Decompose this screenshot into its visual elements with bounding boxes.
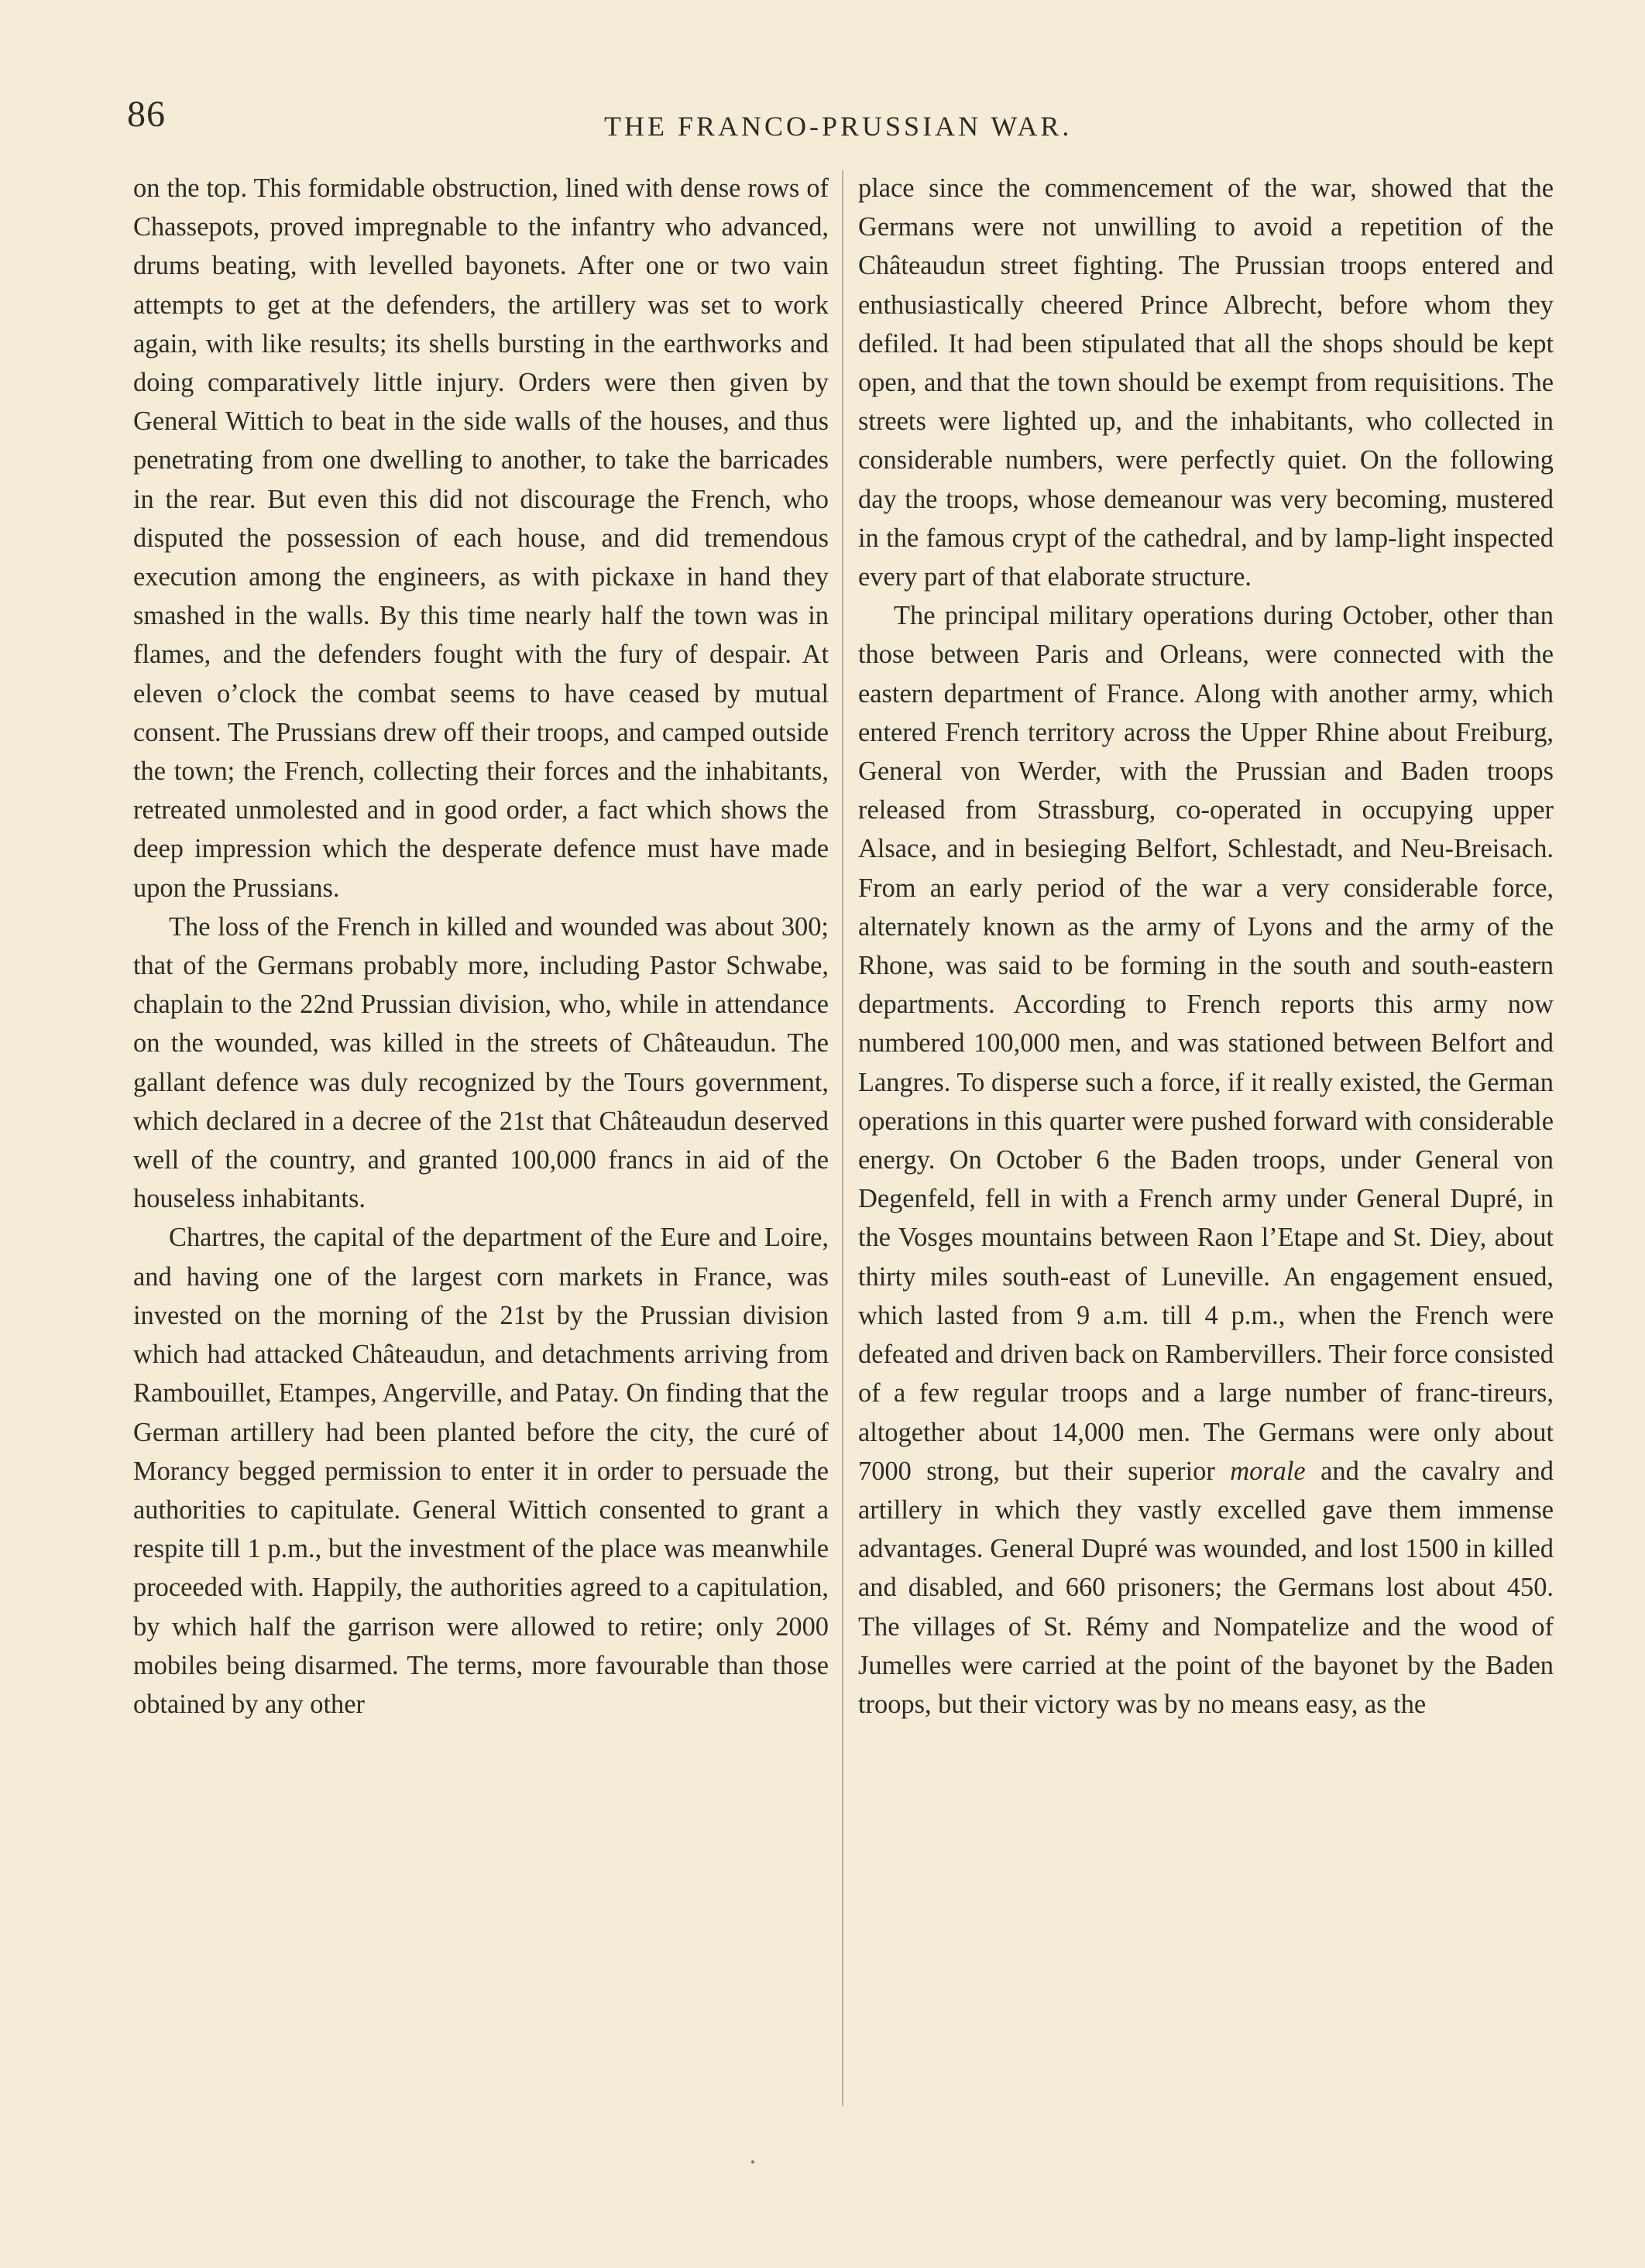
right-column — [858, 169, 1554, 1724]
right-paragraph-2-tail: and the cavalry and artillery in which they vastly excelled gave them immense advantages. General Dupré was wounded, and lost 1500 in killed and disabled, and 660 prisoners; the Germans lost about 450. The villages of St. Rémy and Nompatelize and the wood of Jumelles were carried at the point of the bayonet by the Baden troops, but their victory was by no means easy, as the — [858, 1456, 1554, 1719]
page-number: 86 — [127, 94, 166, 135]
running-head: THE FRANCO-PRUSSIAN WAR. — [604, 111, 1073, 142]
right-paragraph-2-text: The principal military operations during October, other than those between Paris and Orleans, were connected with the eastern department of France. Along with another army, which entered French territory across the Upper Rhine about Freiburg, General von Werder, with the Prussian and Baden troops released from Strassburg, co-operated in occupying upper Alsace, and in besieging Belfort, Schlestadt, and Neu-Breisach. From an early period of the war a very considerable force, alternately known as the army of Lyons and the army of the Rhone, was said to be forming in the south and south-eastern departments. According to French reports this army now numbered 100,000 men, and was stationed between Belfort and Langres. To disperse such a force, if it really existed, the German operations in this quarter were pushed forward with considerable energy. On October 6 the Baden troops, under General von Degenfeld, fell in with a French army under General Dupré, in the Vosges mountains between Raon l’Etape and St. Diey, about thirty miles south-east of Luneville. An engagement ensued, which lasted from 9 a.m. till 4 p.m., when the French were defeated and driven back on Rambervillers. Their force consisted of a few regular troops and a large number of franc-tireurs, altogether about 14,000 men. The Germans were only about 7000 strong, but their superior — [858, 601, 1554, 1486]
page-mark — [751, 2160, 754, 2163]
italic-term: morale — [1230, 1456, 1306, 1486]
right-paragraph-1: place since the commencement of the war, showed that the Germans were not unwilling to avoid a repetition of the Châteaudun street fighting. The Prussian troops entered and enthusiastically cheered Prince Albrecht, before whom they defiled. It had been stipulated that all the shops should be kept open, and that the town should be exempt from requisitions. The streets were lighted up, and the inhabitants, who collected in considerable numbers, were perfectly quiet. On the following day the troops, whose demeanour was very becoming, mustered in the famous crypt of the cathedral, and by lamp-light inspected every part of that elaborate structure. — [858, 173, 1554, 592]
column-divider — [842, 170, 843, 2106]
left-paragraph-2: The loss of the French in killed and wounded was about 300; that of the Germans probably more, including Pastor Schwabe, chaplain to the 22nd Prussian division, who, while in attendance on the wounded, was killed in the streets of Châteaudun. The gallant defence was duly recognized by the Tours government, which declared in a decree of the 21st that Châteaudun deserved well of the country, and granted 100,000 francs in aid of the houseless inhabitants. — [133, 911, 829, 1214]
left-column — [133, 169, 829, 1724]
left-paragraph-3: Chartres, the capital of the department of the Eure and Loire, and having one of the largest corn markets in France, was invested on the morning of the 21st by the Prussian division which had attacked Châteaudun, and detachments arriving from Rambouillet, Etampes, Angerville, and Patay. On finding that the German artillery had been planted before the city, the curé of Morancy begged permission to enter it in order to persuade the authorities to capitulate. General Wittich consented to grant a respite till 1 p.m., but the investment of the place was meanwhile proceeded with. Happily, the authorities agreed to a capitulation, by which half the garrison were allowed to retire; only 2000 mobiles being disarmed. The terms, more favourable than those obtained by any other — [133, 1223, 829, 1719]
right-paragraph-2 — [858, 596, 1554, 1724]
left-paragraph-1: on the top. This formidable obstruction, lined with dense rows of Chassepots, proved impregnable to the infantry who advanced, drums beating, with levelled bayonets. After one or two vain attempts to get at the defenders, the artillery was set to work again, with like results; its shells bursting in the earthworks and doing comparatively little injury. Orders were then given by General Wittich to beat in the side walls of the houses, and thus penetrating from one dwelling to another, to take the barricades in the rear. But even this did not discourage the French, who disputed the possession of each house, and did tremendous execution among the engineers, as with pickaxe in hand they smashed in the walls. By this time nearly half the town was in flames, and the defenders fought with the fury of despair. At eleven o’clock the combat seems to have ceased by mutual consent. The Prussians drew off their troops, and camped outside the town; the French, collecting their forces and the inhabitants, retreated unmolested and in good order, a fact which shows the deep impression which the desperate defence must have made upon the Prussians. — [133, 173, 829, 903]
